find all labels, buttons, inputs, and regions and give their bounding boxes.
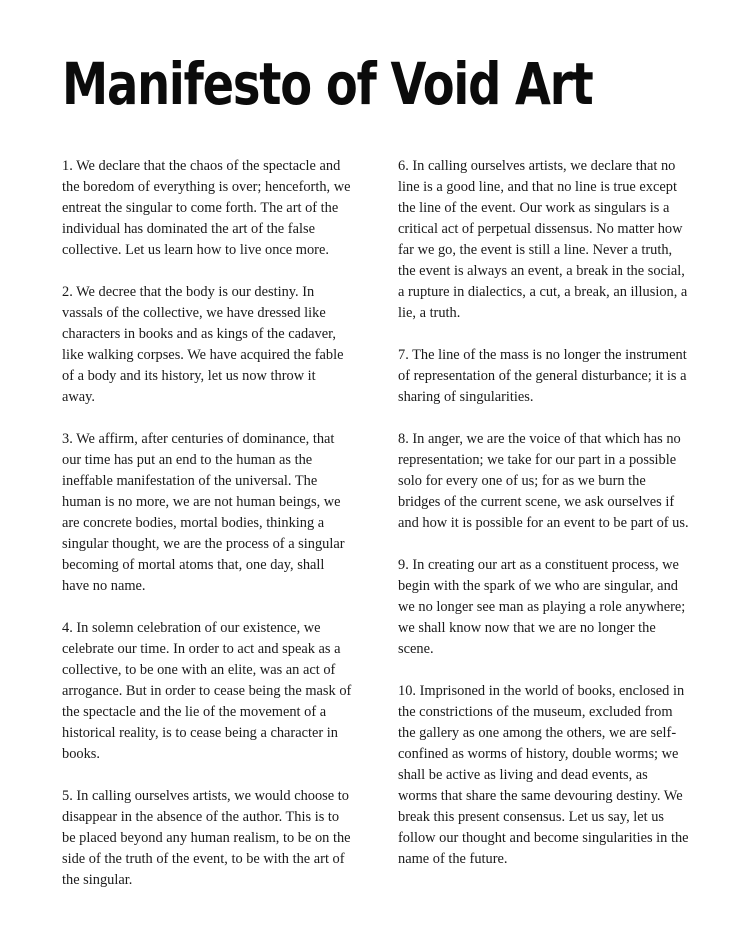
manifesto-item-8: 8. In anger, we are the voice of that which has no representation; we take for our part in a possible solo for every one of us; for as we burn the bridges of the current scene, we ask ourselves if and how it is possible for an event to be part of us.: [398, 431, 689, 531]
manifesto-item-1: 1. We declare that the chaos of the spectacle and the boredom of everything is over; henceforth, we entreat the singular to come forth. The art of the individual has dominated the art of the false collective. Let us learn how to live once more.: [62, 158, 351, 258]
manifesto-item-10: 10. Imprisoned in the world of books, enclosed in the constrictions of the museum, excluded from the gallery as one among the others, we are self-confined as worms of history, double worms; we shall be active as living and dead events, as worms that share the same devouring destiny. We break this present consensus. Let us say, let us follow our thought and become singularities in the name of the future.: [398, 683, 689, 867]
left-column: [62, 156, 352, 891]
manifesto-item-3: 3. We affirm, after centuries of dominance, that our time has put an end to the human as the ineffable manifestation of the universal. The human is no more, we are not human beings, we are concrete bodies, mortal bodies, thinking a singular thought, we are the process of a singular becoming of mortal atoms that, one day, shall have no name.: [62, 431, 345, 594]
manifesto-item-6: 6. In calling ourselves artists, we declare that no line is a good line, and that no line is true except the line of the event. Our work as singulars is a critical act of perpetual dissensus. No matter how far we go, the event is still a line. Never a truth, the event is always an event, a break in the social, a rupture in dialectics, a cut, a break, an illusion, a lie, a truth.: [398, 158, 688, 321]
manifesto-item-9: 9. In creating our art as a constituent process, we begin with the spark of we who are singular, and we no longer see man as playing a role anywhere; we shall know now that we are no longer the scene.: [398, 557, 686, 657]
manifesto-item-5: 5. In calling ourselves artists, we would choose to disappear in the absence of the author. This is to be placed beyond any human realism, to be on the side of the truth of the event, to be with the art of the singular.: [62, 788, 351, 888]
manifesto-item-7: 7. The line of the mass is no longer the instrument of representation of the general disturbance; it is a sharing of singularities.: [398, 347, 687, 405]
page-title: Manifesto of Void Art: [62, 50, 593, 118]
manifesto-item-2: 2. We decree that the body is our destiny. In vassals of the collective, we have dressed like characters in books and as kings of the cadaver, like walking corpses. We have acquired the fable of a body and its history, let us now throw it away.: [62, 284, 344, 405]
manifesto-item-4: 4. In solemn celebration of our existence, we celebrate our time. In order to act and speak as a collective, to be one with an elite, was an act of arrogance. But in order to cease being the mask of the spectacle and the lie of the movement of a historical reality, is to cease being a character in books.: [62, 620, 352, 762]
right-column: [398, 156, 690, 870]
